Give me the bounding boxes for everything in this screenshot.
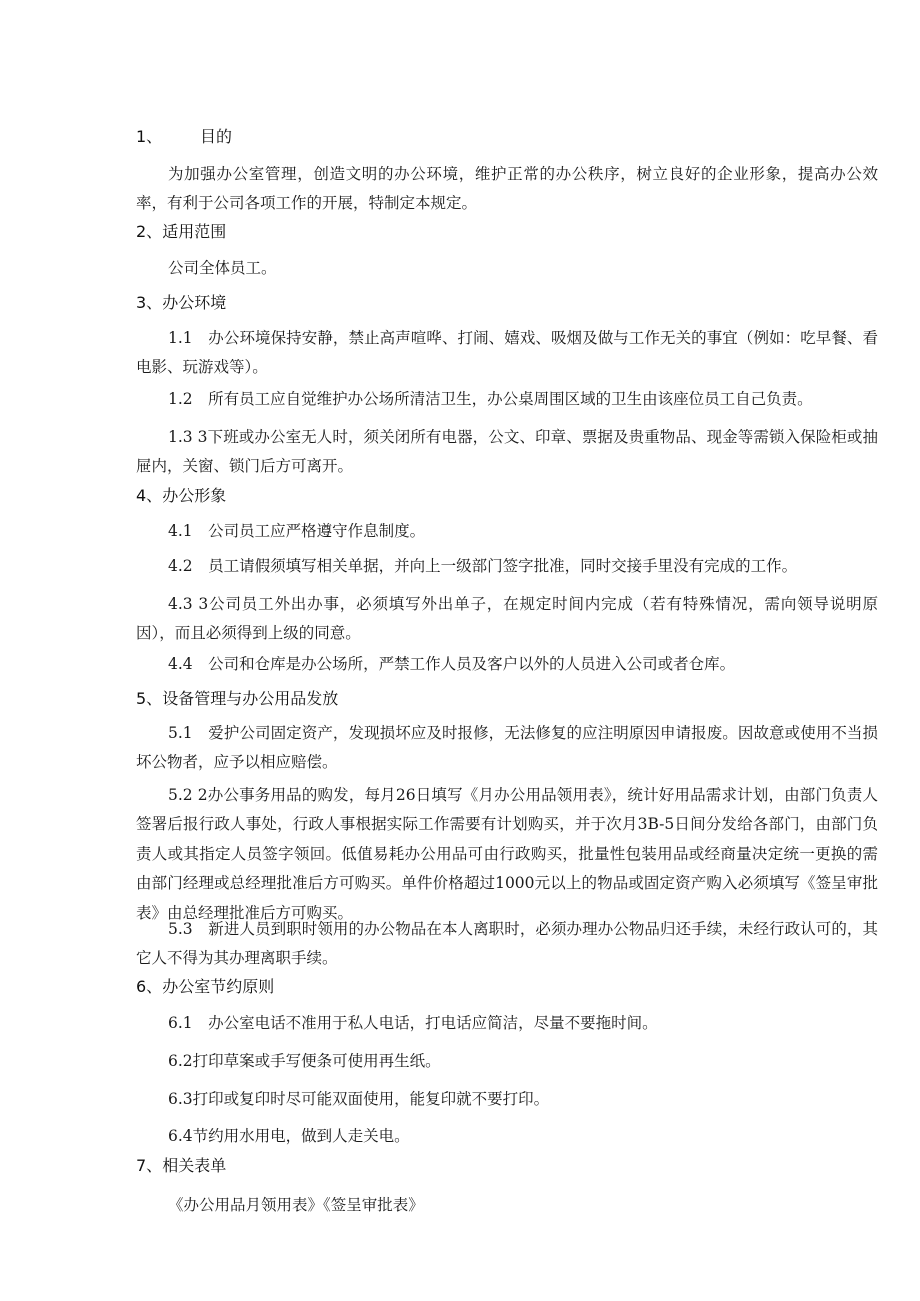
paragraph: 公司全体员工。 (168, 258, 277, 277)
section-title: 设备管理与办公用品发放 (162, 689, 339, 708)
paragraph: 6.4节约用水用电，做到人走关电。 (168, 1126, 410, 1145)
paragraph: 4.4 公司和仓库是办公场所，严禁工作人员及客户以外的人员进入公司或者仓库。 (168, 654, 736, 673)
paragraph: 4.2 员工请假须填写相关单据，并向上一级部门签字批准，同时交接手里没有完成的工作。 (168, 556, 798, 575)
section-heading (136, 1155, 226, 1177)
section-heading (136, 976, 274, 998)
paragraph: 6.3打印或复印时尽可能双面使用，能复印就不要打印。 (168, 1089, 550, 1108)
paragraph: 《办公用品月领用表》《签呈审批表》 (168, 1195, 424, 1214)
section-heading (136, 221, 226, 243)
section-title: 办公室节约原则 (162, 977, 275, 996)
section-title: 相关表单 (162, 1156, 227, 1175)
paragraph: 5.3 新进人员到职时领用的办公物品在本人离职时，必须办理办公物品归还手续，未经行政认可的，其它人不得为其办理离职手续。 (136, 919, 878, 967)
paragraph: 4.1 公司员工应严格遵守作息制度。 (168, 521, 426, 540)
section-title: 适用范围 (162, 222, 227, 241)
paragraph: 1.2 所有员工应自觉维护办公场所清洁卫生，办公桌周围区域的卫生由该座位员工自己负责。 (168, 389, 813, 408)
section-heading (136, 688, 338, 710)
section-heading (136, 126, 232, 148)
section-number: 5、 (136, 689, 163, 708)
paragraph: 1.1 办公环境保持安静，禁止高声喧哗、打闹、嬉戏、吸烟及做与工作无关的事宜（例如：吃早餐、看电影、玩游戏等）。 (136, 328, 878, 376)
paragraph: 5.2 2办公事务用品的购发，每月26日填写《月办公用品领用表》，统计好用品需求计划，由部门负责人签署后报行政人事处，行政人事根据实际工作需要有计划购买，并于次月3B-5日间分发给各部门，由部门负责人或其指定人员签字领回。低值易耗办公用品可由行政购买，批量性包装用品或经商量决定统一更换的需由部门经理或总经理批准后方可购买。单件价格超过1000元以上的物品或固定资产购入必须填写《签呈审批表》由总经理批准后方可购买。 (136, 785, 878, 922)
section-number: 1、 (136, 127, 163, 146)
paragraph: 1.3 3下班或办公室无人时，须关闭所有电器，公文、印章、票据及贵重物品、现金等需锁入保险柜或抽屉内，关窗、锁门后方可离开。 (136, 427, 878, 475)
section-number: 4、 (136, 486, 163, 505)
section-number: 6、 (136, 977, 163, 996)
section-heading (136, 485, 226, 507)
section-number: 3、 (136, 293, 163, 312)
paragraph: 6.1 办公室电话不准用于私人电话，打电话应简洁，尽量不要拖时间。 (168, 1013, 658, 1032)
paragraph: 4.3 3公司员工外出办事，必须填写外出单子，在规定时间内完成（若有特殊情况，需向领导说明原因），而且必须得到上级的同意。 (136, 594, 878, 642)
section-title: 办公环境 (162, 293, 227, 312)
section-number: 7、 (136, 1156, 163, 1175)
paragraph: 6.2打印草案或手写便条可使用再生纸。 (168, 1051, 441, 1070)
section-title: 办公形象 (162, 486, 227, 505)
section-heading (136, 292, 226, 314)
paragraph: 5.1 爱护公司固定资产，发现损坏应及时报修，无法修复的应注明原因申请报废。因故意或使用不当损坏公物者，应予以相应赔偿。 (136, 723, 878, 771)
section-number: 2、 (136, 222, 163, 241)
paragraph: 为加强办公室管理，创造文明的办公环境，维护正常的办公秩序，树立良好的企业形象，提高办公效率，有利于公司各项工作的开展，特制定本规定。 (136, 164, 878, 212)
section-title: 目的 (200, 127, 233, 146)
